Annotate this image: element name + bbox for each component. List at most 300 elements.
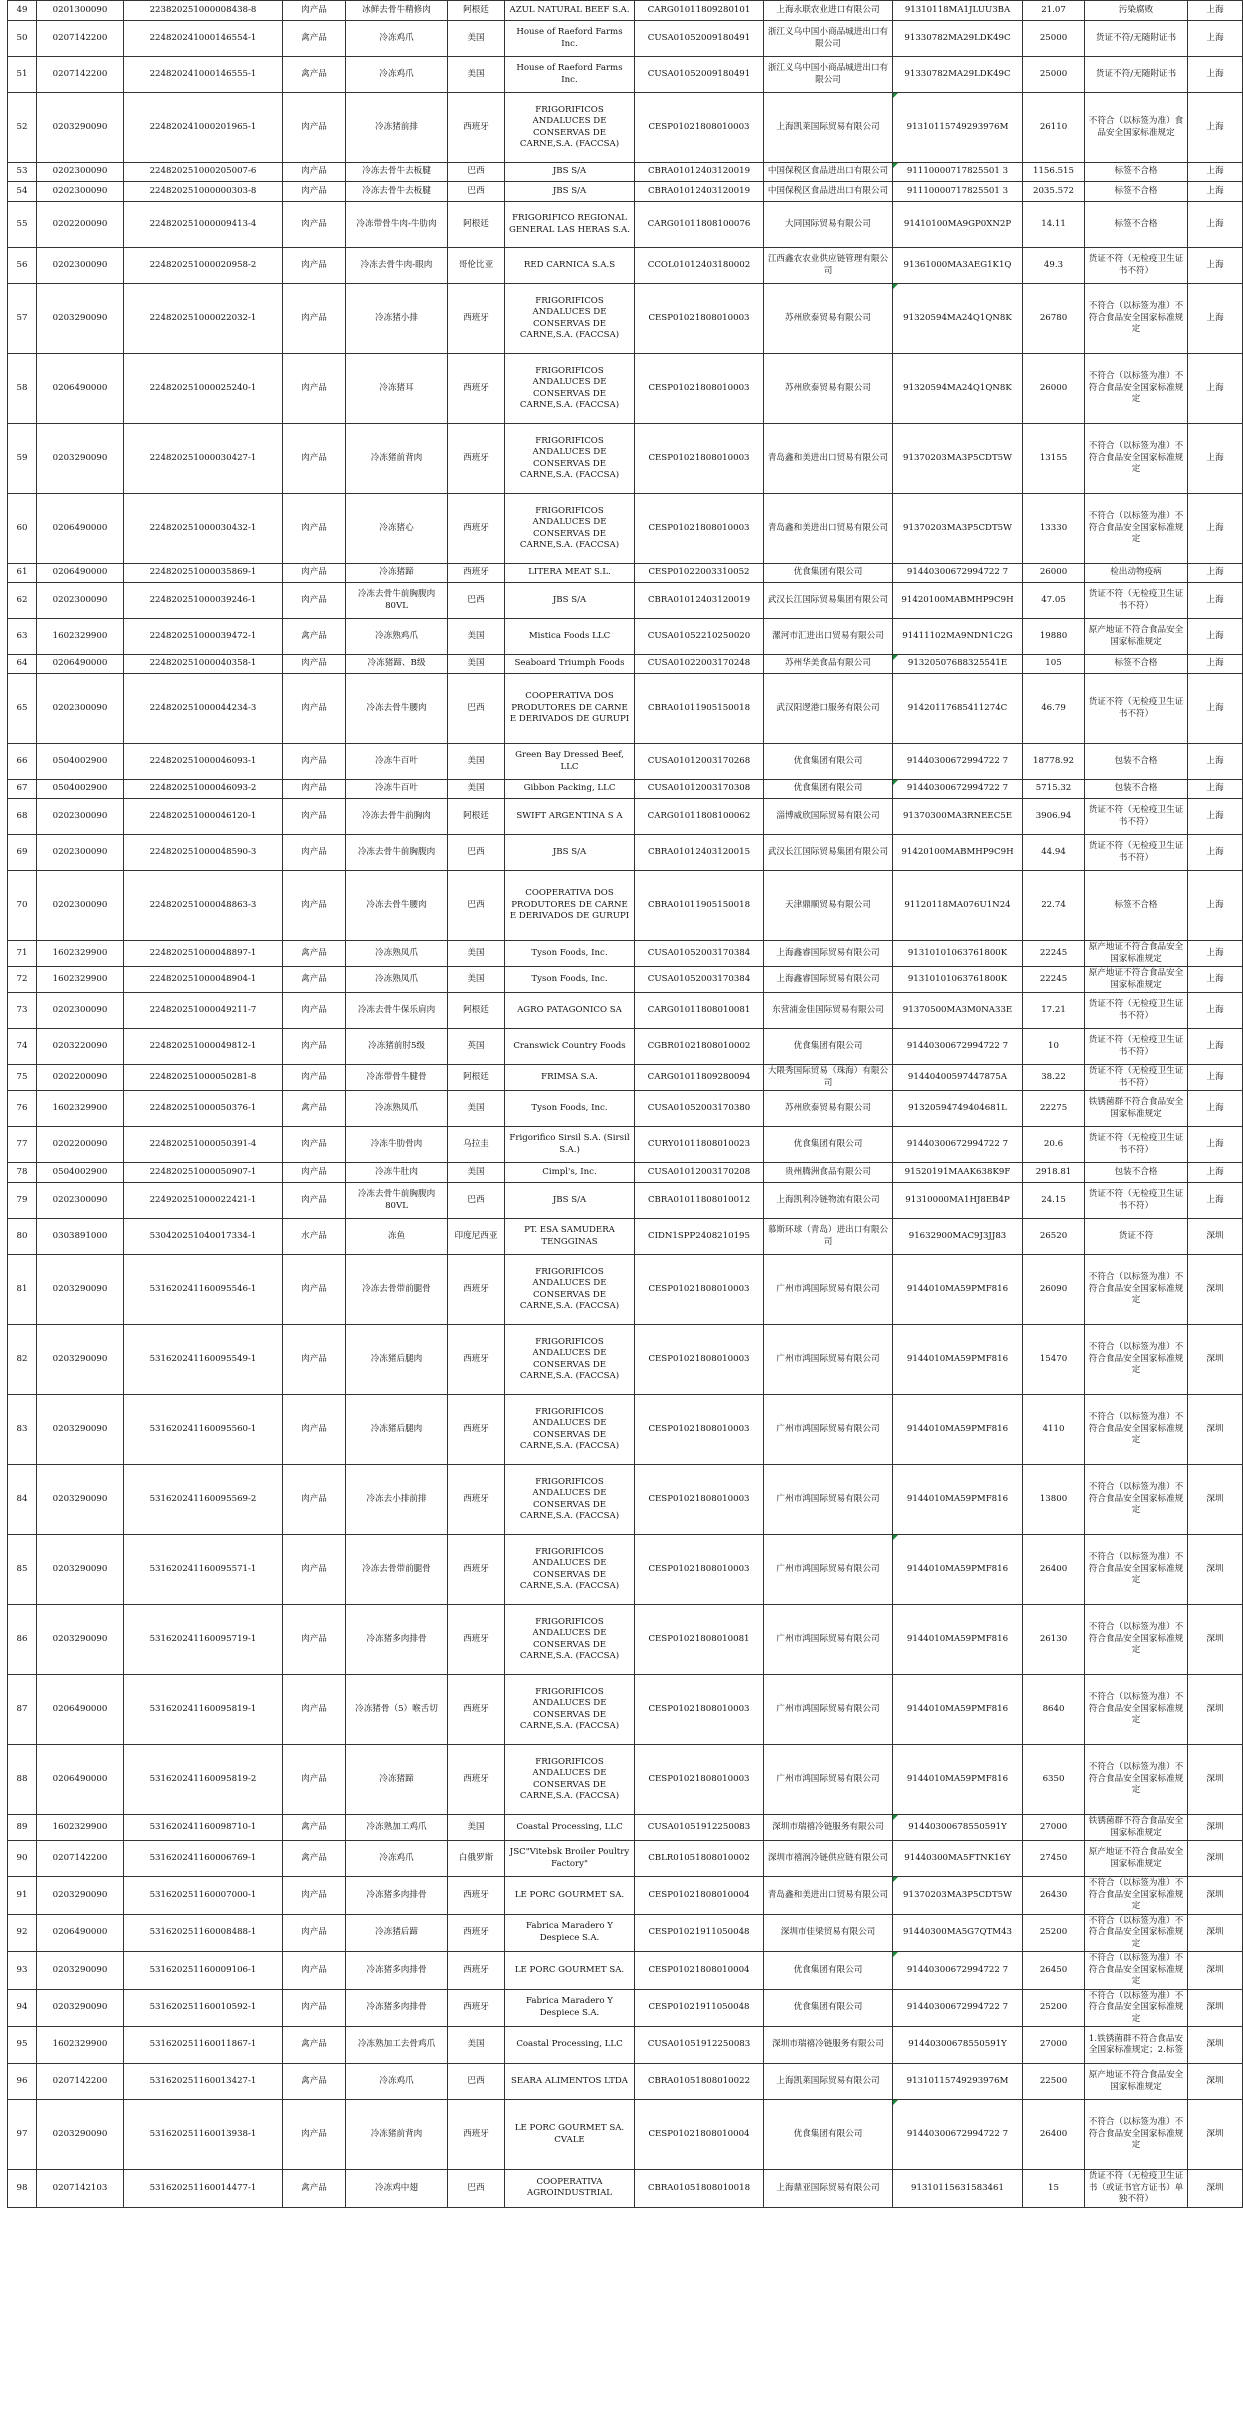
cell-registration-number: CUSA01012003170308: [635, 780, 764, 799]
cell-port: 上海: [1188, 354, 1243, 424]
cell-category: 肉产品: [283, 674, 346, 744]
cell-quantity: 17.21: [1023, 993, 1085, 1029]
rejected-imports-table: [7, 0, 1243, 2208]
cell-rejection-reason: 标签不合格: [1085, 202, 1188, 248]
cell-hs-code: 0202300090: [37, 182, 124, 202]
cell-rejection-reason: 不符合（以标签为准）不符合食品安全国家标准规定: [1085, 1535, 1188, 1605]
cell-declaration-id: 224820241000201965-1: [124, 93, 283, 163]
cell-origin-country: 美国: [448, 1815, 505, 1841]
cell-category: 肉产品: [283, 1675, 346, 1745]
cell-product-name: 冷冻熟加工去骨鸡爪: [346, 2027, 448, 2064]
cell-quantity: 26400: [1023, 1535, 1085, 1605]
cell-declaration-id: 224820251000030427-1: [124, 424, 283, 494]
cell-hs-code: 1602329900: [37, 1815, 124, 1841]
cell-rejection-reason: 不符合（以标签为准）不符合食品安全国家标准规定: [1085, 2100, 1188, 2170]
cell-importer: 广州市鸿国际贸易有限公司: [764, 1255, 893, 1325]
cell-declaration-id: 224820251000040358-1: [124, 655, 283, 674]
cell-credit-code: 91320594MA24Q1QN8K: [893, 284, 1023, 354]
cell-manufacturer: AZUL NATURAL BEEF S.A.: [505, 1, 635, 21]
cell-manufacturer: FRIGORIFICOS ANDALUCES DE CONSERVAS DE CARNE,S.A. (FACCSA): [505, 1745, 635, 1815]
cell-credit-code: 91440300672994722 7: [893, 744, 1023, 780]
cell-quantity: 14.11: [1023, 202, 1085, 248]
cell-importer: 青岛鑫和美进出口贸易有限公司: [764, 424, 893, 494]
cell-hs-code: 0206490000: [37, 1745, 124, 1815]
cell-registration-number: CBRA01011808010012: [635, 1183, 764, 1219]
cell-credit-code: 9144010MA59PMF816: [893, 1325, 1023, 1395]
cell-port: 上海: [1188, 1029, 1243, 1065]
cell-credit-code: 91520191MAAK638K9F: [893, 1163, 1023, 1183]
cell-origin-country: 英国: [448, 1029, 505, 1065]
table-row: [8, 1877, 1243, 1915]
table-row: [8, 1841, 1243, 1877]
cell-row-number: 91: [8, 1877, 37, 1915]
cell-hs-code: 0202300090: [37, 248, 124, 284]
cell-hs-code: 0203290090: [37, 1255, 124, 1325]
cell-registration-number: CESP01021808010003: [635, 1675, 764, 1745]
cell-origin-country: 白俄罗斯: [448, 1841, 505, 1877]
cell-manufacturer: FRIGORIFICOS ANDALUCES DE CONSERVAS DE CARNE,S.A. (FACCSA): [505, 1535, 635, 1605]
cell-row-number: 72: [8, 967, 37, 993]
cell-registration-number: CURY01011808010023: [635, 1127, 764, 1163]
table-row: [8, 744, 1243, 780]
cell-origin-country: 西班牙: [448, 1952, 505, 1990]
cell-credit-code: 91440300678550591Y: [893, 2027, 1023, 2064]
cell-registration-number: CBRA01012403120019: [635, 583, 764, 619]
cell-rejection-reason: 不符合（以标签为准）不符合食品安全国家标准规定: [1085, 1745, 1188, 1815]
cell-registration-number: CESP01021808010081: [635, 1605, 764, 1675]
cell-origin-country: 阿根廷: [448, 799, 505, 835]
cell-rejection-reason: 不符合（以标签为准）不符合食品安全国家标准规定: [1085, 1989, 1188, 2027]
table-row: [8, 583, 1243, 619]
cell-row-number: 92: [8, 1914, 37, 1952]
cell-category: 肉产品: [283, 182, 346, 202]
cell-product-name: 冷冻去骨牛去板腱: [346, 182, 448, 202]
cell-row-number: 73: [8, 993, 37, 1029]
cell-port: 上海: [1188, 284, 1243, 354]
cell-registration-number: CBRA01051808010022: [635, 2064, 764, 2100]
cell-quantity: 27000: [1023, 1815, 1085, 1841]
cell-category: 肉产品: [283, 248, 346, 284]
cell-declaration-id: 224920251000022421-1: [124, 1183, 283, 1219]
cell-declaration-id: 224820251000039246-1: [124, 583, 283, 619]
cell-importer: 武汉阳逻港口服务有限公司: [764, 674, 893, 744]
cell-quantity: 2035.572: [1023, 182, 1085, 202]
cell-rejection-reason: 标签不合格: [1085, 655, 1188, 674]
cell-manufacturer: FRIGORIFICOS ANDALUCES DE CONSERVAS DE CARNE,S.A. (FACCSA): [505, 354, 635, 424]
cell-row-number: 58: [8, 354, 37, 424]
table-row: [8, 871, 1243, 941]
cell-origin-country: 美国: [448, 967, 505, 993]
cell-rejection-reason: 包装不合格: [1085, 744, 1188, 780]
cell-rejection-reason: 不符合（以标签为准）不符合食品安全国家标准规定: [1085, 424, 1188, 494]
cell-declaration-id: 224820251000039472-1: [124, 619, 283, 655]
cell-row-number: 80: [8, 1219, 37, 1255]
cell-port: 深圳: [1188, 1465, 1243, 1535]
table-row: [8, 2170, 1243, 2208]
cell-rejection-reason: 原产地证不符合食品安全国家标准规定: [1085, 967, 1188, 993]
cell-row-number: 49: [8, 1, 37, 21]
cell-importer: 广州市鸿国际贸易有限公司: [764, 1675, 893, 1745]
cell-port: 上海: [1188, 780, 1243, 799]
cell-credit-code: 9144010MA59PMF816: [893, 1745, 1023, 1815]
table-row: [8, 182, 1243, 202]
cell-port: 上海: [1188, 424, 1243, 494]
cell-importer: 优食集团有限公司: [764, 744, 893, 780]
cell-port: 深圳: [1188, 1219, 1243, 1255]
cell-registration-number: CUSA01012003170268: [635, 744, 764, 780]
cell-product-name: 冷冻猪多肉排骨: [346, 1605, 448, 1675]
cell-category: 肉产品: [283, 780, 346, 799]
cell-product-name: 冰鲜去骨牛精修肉: [346, 1, 448, 21]
cell-registration-number: CBRA01011905150018: [635, 871, 764, 941]
cell-quantity: 18778.92: [1023, 744, 1085, 780]
cell-origin-country: 巴西: [448, 182, 505, 202]
cell-rejection-reason: 货证不符（无检疫卫生证书不符）: [1085, 1065, 1188, 1091]
cell-quantity: 105: [1023, 655, 1085, 674]
cell-product-name: 冷冻去骨带前腿骨: [346, 1535, 448, 1605]
cell-quantity: 20.6: [1023, 1127, 1085, 1163]
cell-registration-number: CESP01021808010003: [635, 93, 764, 163]
cell-rejection-reason: 标签不合格: [1085, 182, 1188, 202]
cell-origin-country: 美国: [448, 619, 505, 655]
cell-registration-number: CESP01021808010003: [635, 1745, 764, 1815]
cell-category: 肉产品: [283, 284, 346, 354]
cell-importer: 深圳市瑞禧冷链服务有限公司: [764, 1815, 893, 1841]
cell-origin-country: 美国: [448, 744, 505, 780]
cell-registration-number: CCOL01012403180002: [635, 248, 764, 284]
cell-registration-number: CARG01011808010081: [635, 993, 764, 1029]
cell-row-number: 70: [8, 871, 37, 941]
table-row: [8, 1605, 1243, 1675]
cell-row-number: 90: [8, 1841, 37, 1877]
table-row: [8, 202, 1243, 248]
cell-importer: 上海凯利冷链物流有限公司: [764, 1183, 893, 1219]
cell-hs-code: 0201300090: [37, 1, 124, 21]
cell-quantity: 26000: [1023, 564, 1085, 583]
cell-category: 禽产品: [283, 57, 346, 93]
cell-quantity: 24.15: [1023, 1183, 1085, 1219]
cell-hs-code: 0203220090: [37, 1029, 124, 1065]
cell-hs-code: 1602329900: [37, 1091, 124, 1127]
cell-row-number: 53: [8, 163, 37, 182]
cell-credit-code: 9144010MA59PMF816: [893, 1395, 1023, 1465]
cell-rejection-reason: 不符合（以标签为准）不符合食品安全国家标准规定: [1085, 1465, 1188, 1535]
cell-origin-country: 巴西: [448, 835, 505, 871]
table-row: [8, 2027, 1243, 2064]
cell-rejection-reason: 不符合（以标签为准）不符合食品安全国家标准规定: [1085, 1952, 1188, 1990]
cell-port: 上海: [1188, 744, 1243, 780]
cell-manufacturer: Cimpl's, Inc.: [505, 1163, 635, 1183]
cell-origin-country: 美国: [448, 57, 505, 93]
cell-declaration-id: 224820241000146554-1: [124, 21, 283, 57]
cell-credit-code: 91440300672994722 7: [893, 1952, 1023, 1990]
cell-importer: 优食集团有限公司: [764, 1952, 893, 1990]
cell-quantity: 3906.94: [1023, 799, 1085, 835]
cell-category: 肉产品: [283, 2100, 346, 2170]
cell-product-name: 冷冻带骨牛肉-牛肋肉: [346, 202, 448, 248]
cell-declaration-id: 224820251000048897-1: [124, 941, 283, 967]
cell-registration-number: CESP01021808010003: [635, 354, 764, 424]
cell-product-name: 冷冻猪蹄: [346, 564, 448, 583]
cell-declaration-id: 531620241160095546-1: [124, 1255, 283, 1325]
cell-hs-code: 0207142200: [37, 57, 124, 93]
cell-hs-code: 0203290090: [37, 1952, 124, 1990]
cell-hs-code: 0504002900: [37, 780, 124, 799]
cell-hs-code: 0203290090: [37, 1395, 124, 1465]
cell-manufacturer: Cranswick Country Foods: [505, 1029, 635, 1065]
cell-category: 肉产品: [283, 1535, 346, 1605]
cell-rejection-reason: 包装不合格: [1085, 780, 1188, 799]
cell-manufacturer: House of Raeford Farms Inc.: [505, 57, 635, 93]
cell-product-name: 冷冻猪多肉排骨: [346, 1877, 448, 1915]
cell-origin-country: 西班牙: [448, 284, 505, 354]
table-row: [8, 1395, 1243, 1465]
cell-importer: 深圳市佳梁贸易有限公司: [764, 1914, 893, 1952]
cell-manufacturer: Mistica Foods LLC: [505, 619, 635, 655]
cell-manufacturer: JBS S/A: [505, 583, 635, 619]
cell-hs-code: 0203290090: [37, 424, 124, 494]
cell-rejection-reason: 不符合（以标签为准）不符合食品安全国家标准规定: [1085, 494, 1188, 564]
cell-importer: 广州市鸿国际贸易有限公司: [764, 1535, 893, 1605]
cell-credit-code: 91440300MA5G7QTM43: [893, 1914, 1023, 1952]
cell-quantity: 5715.32: [1023, 780, 1085, 799]
cell-credit-code: 91320594749404681L: [893, 1091, 1023, 1127]
cell-declaration-id: 531620251160010592-1: [124, 1989, 283, 2027]
cell-declaration-id: 224820251000049812-1: [124, 1029, 283, 1065]
cell-rejection-reason: 不符合（以标签为准）不符合食品安全国家标准规定: [1085, 1914, 1188, 1952]
cell-row-number: 97: [8, 2100, 37, 2170]
cell-category: 肉产品: [283, 583, 346, 619]
table-row: [8, 1745, 1243, 1815]
cell-registration-number: CUSA01022003170248: [635, 655, 764, 674]
cell-hs-code: 0207142200: [37, 21, 124, 57]
cell-port: 上海: [1188, 583, 1243, 619]
cell-category: 肉产品: [283, 655, 346, 674]
cell-port: 上海: [1188, 993, 1243, 1029]
cell-origin-country: 阿根廷: [448, 993, 505, 1029]
cell-manufacturer: Coastal Processing, LLC: [505, 1815, 635, 1841]
cell-manufacturer: House of Raeford Farms Inc.: [505, 21, 635, 57]
cell-row-number: 56: [8, 248, 37, 284]
cell-importer: 中国保税区食品进出口有限公司: [764, 182, 893, 202]
cell-origin-country: 西班牙: [448, 1989, 505, 2027]
cell-declaration-id: 224820251000020958-2: [124, 248, 283, 284]
cell-declaration-id: 224820241000146555-1: [124, 57, 283, 93]
cell-product-name: 冷冻熟加工鸡爪: [346, 1815, 448, 1841]
cell-product-name: 冷冻去小排前排: [346, 1465, 448, 1535]
table-row: [8, 1127, 1243, 1163]
cell-hs-code: 0206490000: [37, 1914, 124, 1952]
cell-category: 肉产品: [283, 354, 346, 424]
cell-origin-country: 阿根廷: [448, 202, 505, 248]
cell-category: 肉产品: [283, 93, 346, 163]
cell-row-number: 62: [8, 583, 37, 619]
cell-rejection-reason: 货证不符/无随附证书: [1085, 57, 1188, 93]
cell-quantity: 15: [1023, 2170, 1085, 2208]
cell-product-name: 冷冻鸡爪: [346, 21, 448, 57]
cell-origin-country: 美国: [448, 1091, 505, 1127]
cell-row-number: 60: [8, 494, 37, 564]
table-row: [8, 1675, 1243, 1745]
cell-port: 深圳: [1188, 1841, 1243, 1877]
cell-manufacturer: COOPERATIVA AGROINDUSTRIAL: [505, 2170, 635, 2208]
cell-row-number: 89: [8, 1815, 37, 1841]
cell-hs-code: 0206490000: [37, 1675, 124, 1745]
table-row: [8, 674, 1243, 744]
table-row: [8, 799, 1243, 835]
cell-port: 上海: [1188, 494, 1243, 564]
cell-registration-number: CUSA01052003170384: [635, 941, 764, 967]
cell-hs-code: 0203290090: [37, 93, 124, 163]
cell-credit-code: 91110000717825501 3: [893, 163, 1023, 182]
cell-manufacturer: Fabrica Maradero Y Despiece S.A.: [505, 1914, 635, 1952]
cell-manufacturer: JBS S/A: [505, 1183, 635, 1219]
cell-product-name: 冷冻去骨牛前胸腹肉80VL: [346, 1183, 448, 1219]
cell-category: 肉产品: [283, 1183, 346, 1219]
cell-declaration-id: 224820251000009413-4: [124, 202, 283, 248]
cell-registration-number: CESP01022003310052: [635, 564, 764, 583]
cell-product-name: 冷冻鸡爪: [346, 2064, 448, 2100]
cell-category: 肉产品: [283, 1465, 346, 1535]
cell-importer: 漯河市汇进出口贸易有限公司: [764, 619, 893, 655]
cell-product-name: 冷冻牛百叶: [346, 780, 448, 799]
cell-quantity: 15470: [1023, 1325, 1085, 1395]
cell-category: 肉产品: [283, 1255, 346, 1325]
cell-declaration-id: 531620241160095549-1: [124, 1325, 283, 1395]
cell-manufacturer: FRIGORIFICOS ANDALUCES DE CONSERVAS DE CARNE,S.A. (FACCSA): [505, 284, 635, 354]
cell-rejection-reason: 不符合（以标签为准）不符合食品安全国家标准规定: [1085, 1255, 1188, 1325]
cell-quantity: 10: [1023, 1029, 1085, 1065]
cell-manufacturer: FRIMSA S.A.: [505, 1065, 635, 1091]
cell-port: 深圳: [1188, 1325, 1243, 1395]
cell-product-name: 冷冻去骨带前腿骨: [346, 1255, 448, 1325]
cell-hs-code: 0203290090: [37, 1465, 124, 1535]
cell-category: 禽产品: [283, 2170, 346, 2208]
cell-quantity: 27000: [1023, 2027, 1085, 2064]
cell-importer: 上海鑫睿国际贸易有限公司: [764, 941, 893, 967]
cell-product-name: 冷冻猪小排: [346, 284, 448, 354]
table-row: [8, 1065, 1243, 1091]
cell-quantity: 1156.515: [1023, 163, 1085, 182]
cell-credit-code: 91320507688325541E: [893, 655, 1023, 674]
cell-category: 禽产品: [283, 1091, 346, 1127]
cell-row-number: 78: [8, 1163, 37, 1183]
cell-category: 肉产品: [283, 835, 346, 871]
cell-port: 上海: [1188, 163, 1243, 182]
table-row: [8, 248, 1243, 284]
table-row: [8, 21, 1243, 57]
cell-credit-code: 91310115749293976M: [893, 93, 1023, 163]
cell-origin-country: 西班牙: [448, 424, 505, 494]
cell-port: 上海: [1188, 93, 1243, 163]
cell-rejection-reason: 不符合（以标签为准）不符合食品安全国家标准规定: [1085, 284, 1188, 354]
cell-product-name: 冷冻鸡中翅: [346, 2170, 448, 2208]
cell-importer: 优食集团有限公司: [764, 1029, 893, 1065]
cell-port: 上海: [1188, 182, 1243, 202]
cell-credit-code: 91440300672994722 7: [893, 1989, 1023, 2027]
cell-manufacturer: AGRO PATAGONICO SA: [505, 993, 635, 1029]
cell-registration-number: CESP01021808010004: [635, 1952, 764, 1990]
cell-manufacturer: JSC"Vitebsk Broiler Poultry Factory": [505, 1841, 635, 1877]
cell-declaration-id: 224820251000050376-1: [124, 1091, 283, 1127]
cell-credit-code: 91632900MAC9J3JJ83: [893, 1219, 1023, 1255]
cell-manufacturer: JBS S/A: [505, 835, 635, 871]
cell-quantity: 44.94: [1023, 835, 1085, 871]
cell-importer: 江西鑫农农业供应链管理有限公司: [764, 248, 893, 284]
cell-quantity: 25000: [1023, 57, 1085, 93]
cell-importer: 上海凯莱国际贸易有限公司: [764, 2064, 893, 2100]
table-row: [8, 941, 1243, 967]
cell-rejection-reason: 货证不符（无检疫卫生证书不符）: [1085, 583, 1188, 619]
table-row: [8, 1465, 1243, 1535]
cell-rejection-reason: 货证不符（无检疫卫生证书不符）: [1085, 993, 1188, 1029]
cell-rejection-reason: 货证不符（无检疫卫生证书不符）: [1085, 1029, 1188, 1065]
cell-hs-code: 0206490000: [37, 494, 124, 564]
cell-declaration-id: 224820251000049211-7: [124, 993, 283, 1029]
cell-credit-code: 9144010MA59PMF816: [893, 1465, 1023, 1535]
cell-credit-code: 91110000717825501 3: [893, 182, 1023, 202]
cell-rejection-reason: 不符合（以标签为准）不符合食品安全国家标准规定: [1085, 1605, 1188, 1675]
cell-rejection-reason: 不符合（以标签为准）不符合食品安全国家标准规定: [1085, 1675, 1188, 1745]
cell-credit-code: 91120118MA076U1N24: [893, 871, 1023, 941]
cell-port: 深圳: [1188, 1914, 1243, 1952]
cell-origin-country: 美国: [448, 21, 505, 57]
cell-row-number: 96: [8, 2064, 37, 2100]
cell-declaration-id: 224820251000030432-1: [124, 494, 283, 564]
cell-importer: 上海鑫睿国际贸易有限公司: [764, 967, 893, 993]
cell-quantity: 13155: [1023, 424, 1085, 494]
cell-declaration-id: 224820251000046093-1: [124, 744, 283, 780]
cell-credit-code: 91370203MA3P5CDT5W: [893, 1877, 1023, 1915]
cell-product-name: 冷冻去骨牛去板腱: [346, 163, 448, 182]
cell-product-name: 冷冻去骨牛前胸腹肉: [346, 835, 448, 871]
cell-product-name: 冷冻猪蹄: [346, 1745, 448, 1815]
cell-category: 肉产品: [283, 1745, 346, 1815]
cell-declaration-id: 531620251160014477-1: [124, 2170, 283, 2208]
cell-product-name: 冷冻去骨牛前胸肉: [346, 799, 448, 835]
cell-registration-number: CUSA01052003170380: [635, 1091, 764, 1127]
cell-importer: 优食集团有限公司: [764, 564, 893, 583]
cell-quantity: 25200: [1023, 1989, 1085, 2027]
cell-credit-code: 91440300672994722 7: [893, 780, 1023, 799]
cell-quantity: 25200: [1023, 1914, 1085, 1952]
cell-manufacturer: LE PORC GOURMET SA.: [505, 1952, 635, 1990]
cell-port: 上海: [1188, 1065, 1243, 1091]
cell-product-name: 冷冻去骨牛肉-眼肉: [346, 248, 448, 284]
cell-hs-code: 0202300090: [37, 1183, 124, 1219]
cell-row-number: 83: [8, 1395, 37, 1465]
cell-importer: 东营浦金佳国际贸易有限公司: [764, 993, 893, 1029]
cell-category: 禽产品: [283, 21, 346, 57]
cell-port: 上海: [1188, 1127, 1243, 1163]
cell-row-number: 82: [8, 1325, 37, 1395]
cell-hs-code: 0206490000: [37, 655, 124, 674]
table-row: [8, 655, 1243, 674]
table-row: [8, 835, 1243, 871]
cell-credit-code: 91440300672994722 7: [893, 1029, 1023, 1065]
table-row: [8, 1163, 1243, 1183]
cell-hs-code: 0504002900: [37, 1163, 124, 1183]
cell-quantity: 2918.81: [1023, 1163, 1085, 1183]
cell-credit-code: 91370500MA3M0NA33E: [893, 993, 1023, 1029]
cell-hs-code: 0207142200: [37, 1841, 124, 1877]
table-row: [8, 93, 1243, 163]
cell-credit-code: 91361000MA3AEG1K1Q: [893, 248, 1023, 284]
cell-hs-code: 0504002900: [37, 744, 124, 780]
cell-port: 深圳: [1188, 1877, 1243, 1915]
table-row: [8, 967, 1243, 993]
cell-row-number: 85: [8, 1535, 37, 1605]
